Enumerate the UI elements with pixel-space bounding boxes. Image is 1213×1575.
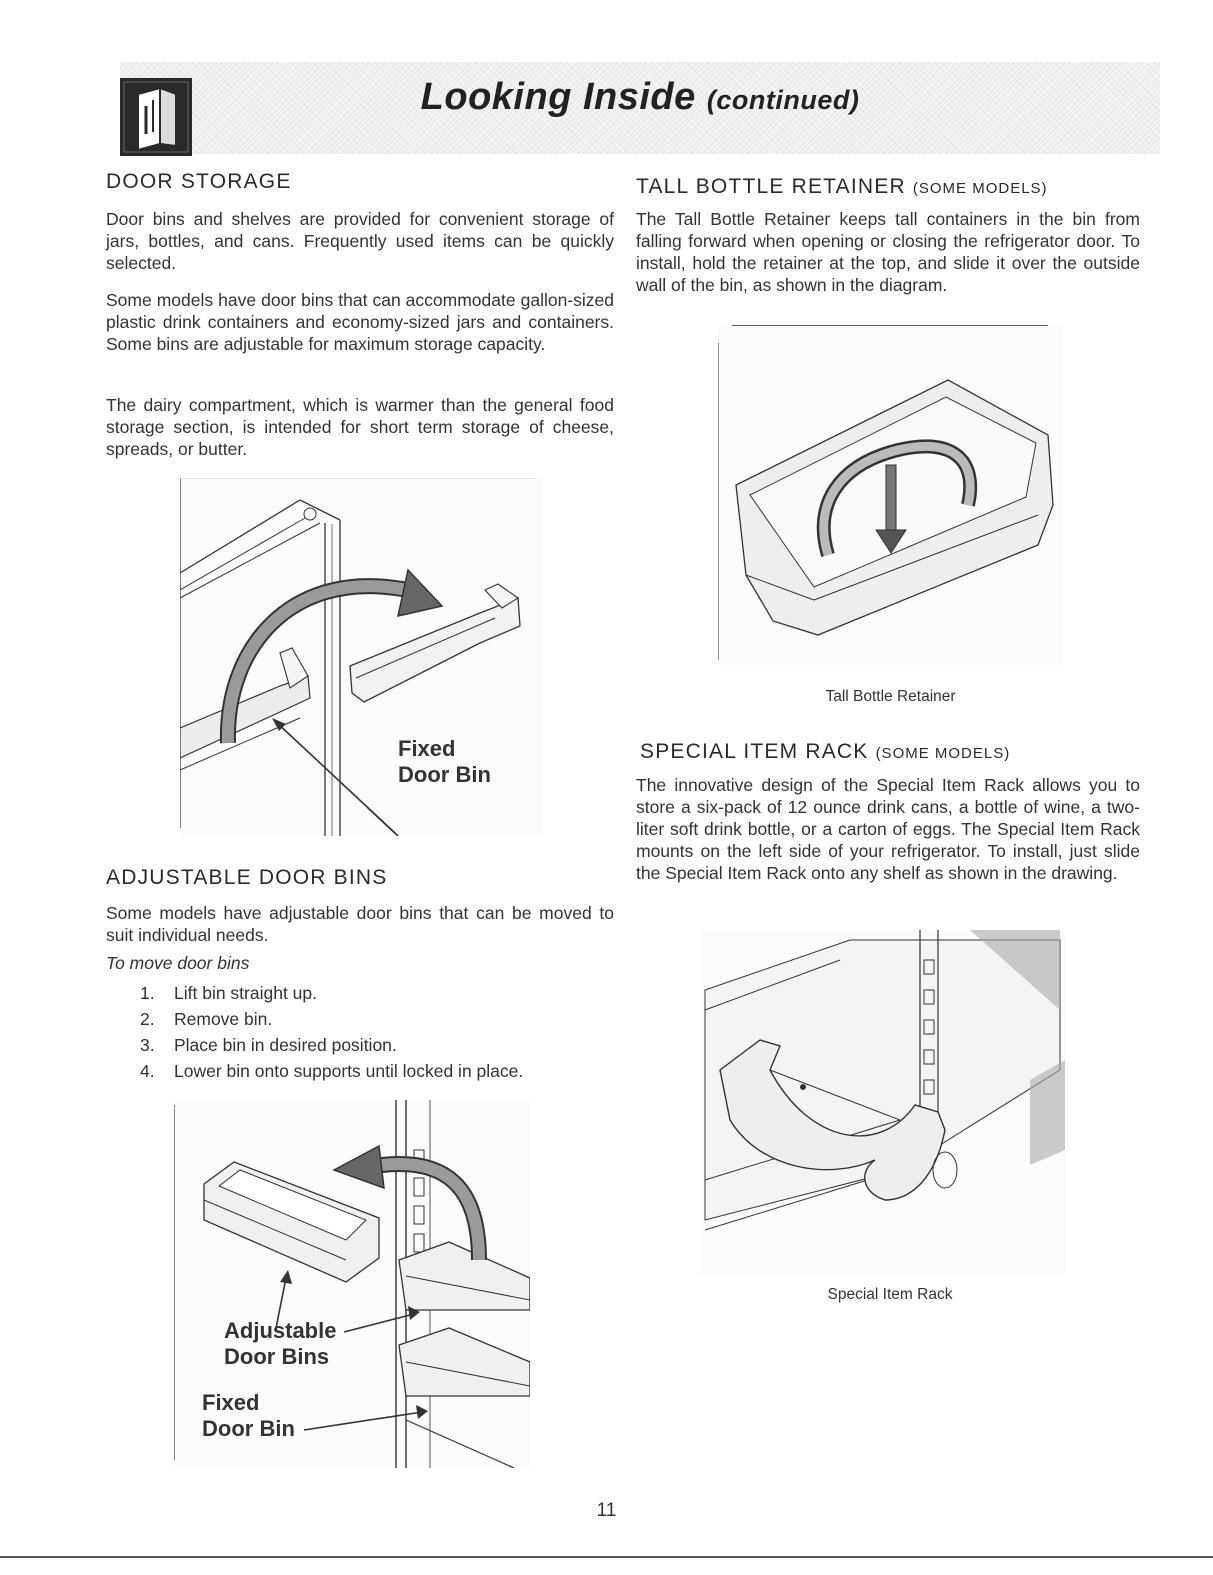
special-item-rack-heading: SPECIAL ITEM RACK (SOME MODELS) xyxy=(640,740,1011,763)
header-banner xyxy=(120,62,1160,154)
adjustable-label-line1: Adjustable xyxy=(224,1318,337,1343)
fixed-label: Fixed xyxy=(398,736,456,761)
fixed-door-bin-figure xyxy=(180,478,542,836)
door-storage-paragraph-3: The dairy compartment, which is warmer than the general food storage section, is intended for short term storage of cheese, spreads, or butter. xyxy=(106,395,614,459)
special-item-rack-caption: Special Item Rack xyxy=(827,1286,953,1303)
tall-bottle-retainer-figure xyxy=(718,325,1063,665)
refrigerator-icon xyxy=(120,78,192,156)
step-4: 4. Lower bin onto supports until locked in place. xyxy=(140,1061,524,1081)
tall-bottle-retainer-heading: TALL BOTTLE RETAINER (SOME MODELS) xyxy=(636,175,1048,198)
special-item-rack-paragraph: The innovative design of the Special Item Rack allows you to store a six-pack of 12 ounce drink cans, a bottle of wine, a two-liter soft drink bottle, or a carton of eggs. The Special Item Rack mounts on the left side of your refrigerator. To install, just slide the Special Item Rack onto any shelf as shown in the drawing. xyxy=(636,775,1140,883)
special-item-rack-illustration xyxy=(700,930,1065,1275)
page-number: 11 xyxy=(596,1500,617,1521)
tall-bottle-retainer-illustration xyxy=(718,325,1063,665)
step-3: 3. Place bin in desired position. xyxy=(140,1035,397,1055)
tall-bottle-retainer-caption: Tall Bottle Retainer xyxy=(825,688,956,705)
fixed-door-bin-label-2 xyxy=(202,1390,295,1442)
special-item-rack-figure xyxy=(700,930,1065,1275)
page-title-text: Looking Inside xyxy=(420,76,696,118)
adjustable-label-line2: Door Bins xyxy=(224,1344,330,1369)
door-storage-heading: DOOR STORAGE xyxy=(106,170,292,193)
fixed-label-line1: Fixed xyxy=(202,1390,260,1415)
door-bin-label: Door Bin xyxy=(398,762,491,787)
tall-bottle-retainer-paragraph: The Tall Bottle Retainer keeps tall containers in the bin from falling forward when opening or closing the refrigerator door. To install, hold the retainer at the top, and slide it over the outside wall of the bin, as shown in the diagram. xyxy=(636,209,1140,295)
move-door-bins-subheading: To move door bins xyxy=(106,953,250,973)
adjustable-door-bins-label xyxy=(224,1318,336,1370)
step-1: 1. Lift bin straight up. xyxy=(140,983,317,1003)
page-title-continued: (continued) xyxy=(706,85,860,115)
move-bins-steps xyxy=(140,980,523,1084)
page-title xyxy=(120,76,1160,119)
door-storage-paragraph-2: Some models have door bins that can accommodate gallon-sized plastic drink containers and economy-sized jars and containers. Some bins are adjustable for maximum storage capacity. xyxy=(106,290,614,354)
adjustable-door-bins-figure xyxy=(174,1100,530,1468)
step-2: 2. Remove bin. xyxy=(140,1009,273,1029)
bottom-rule xyxy=(0,1556,1213,1558)
adjustable-door-bins-heading: ADJUSTABLE DOOR BINS xyxy=(106,866,388,889)
adjustable-door-bins-paragraph: Some models have adjustable door bins that can be moved to suit individual needs. xyxy=(106,903,614,945)
fixed-door-bin-label xyxy=(398,736,491,788)
fixed-label-line2: Door Bin xyxy=(202,1416,295,1441)
door-storage-paragraph-1: Door bins and shelves are provided for convenient storage of jars, bottles, and cans. Frequently used items can be quickly selected. xyxy=(106,209,614,273)
